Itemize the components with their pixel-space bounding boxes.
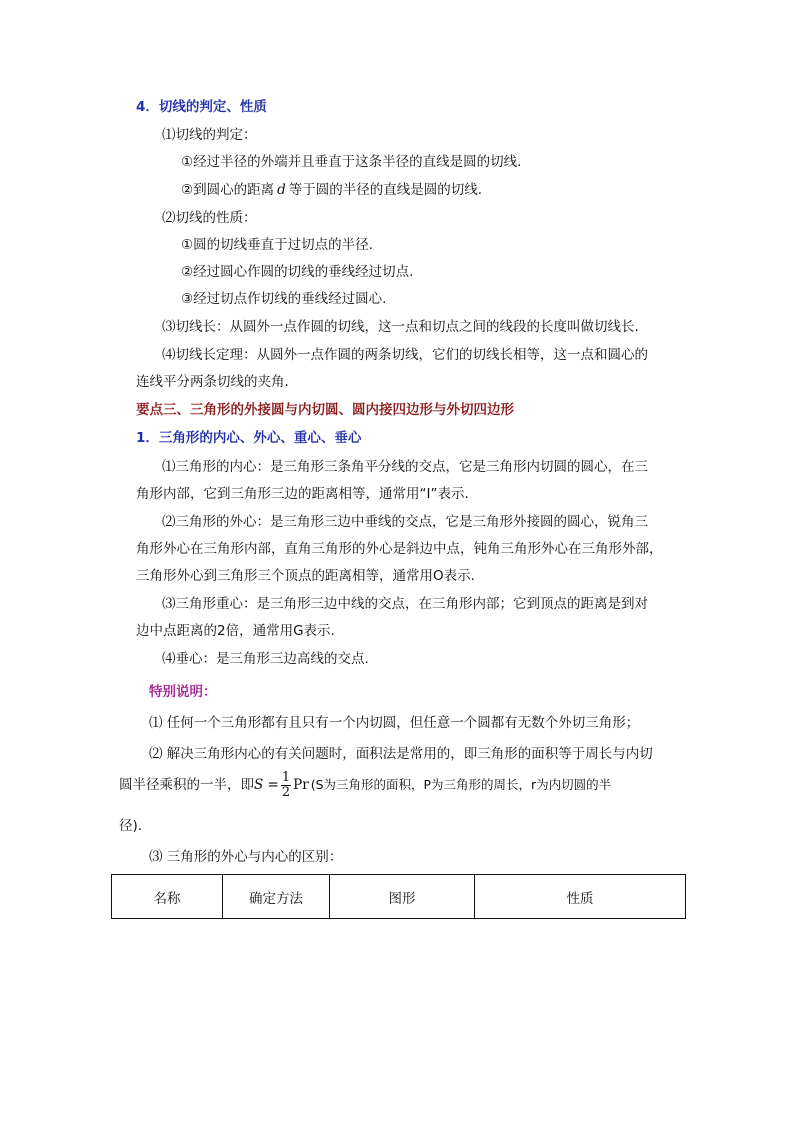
special-note-1: ⑴ 任何一个三角形都有且只有一个内切圆，但任意一个圆都有无数个外切三角形； bbox=[149, 715, 640, 731]
section-1-title: 1．三角形的内心、外心、重心、垂心 bbox=[136, 430, 362, 446]
tangent-property-3: ③经过切点作切线的垂线经过圆心. bbox=[181, 291, 387, 307]
table-header-figure: 图形 bbox=[330, 875, 475, 919]
special-note-2-post: (S为三角形的面积，P为三角形的周长，r为内切圆的半 bbox=[310, 777, 612, 792]
key-point-3-title: 要点三、三角形的外接圆与内切圆、圆内接四边形与外切四边形 bbox=[136, 402, 514, 418]
special-note-2-pre: 圆半径乘积的一半，即 bbox=[119, 777, 254, 793]
centroid-line-2: 边中点距离的2倍，通常用G表示. bbox=[136, 623, 335, 639]
table-header-method: 确定方法 bbox=[223, 875, 330, 919]
section-4-title: 4．切线的判定、性质 bbox=[136, 99, 267, 115]
tangent-criteria-2 bbox=[181, 180, 482, 200]
incenter-line-2: 角形内部，它到三角形三边的距离相等，通常用“I”表示. bbox=[136, 486, 469, 502]
perimeter-radius-symbol: Pr bbox=[293, 777, 309, 793]
centroid-line-1: ⑶三角形重心：是三角形三边中线的交点，在三角形内部；它到顶点的距离是到对 bbox=[162, 596, 648, 612]
tangent-length-theorem-line-1: ⑷切线长定理：从圆外一点作圆的两条切线，它们的切线长相等，这一点和圆心的 bbox=[162, 347, 648, 363]
tangent-criteria-1: ①经过半径的外端并且垂直于这条半径的直线是圆的切线. bbox=[181, 154, 522, 170]
fraction-numerator: 1 bbox=[281, 769, 291, 785]
special-note-3: ⑶ 三角形的外心与内心的区别： bbox=[149, 849, 343, 865]
table-header-properties: 性质 bbox=[475, 875, 686, 919]
special-note-title: 特别说明： bbox=[149, 684, 217, 700]
area-symbol: S = bbox=[254, 777, 279, 793]
comparison-table bbox=[111, 874, 686, 919]
table-header-row bbox=[112, 875, 686, 919]
circumcenter-line-1: ⑵三角形的外心：是三角形三边中垂线的交点，它是三角形外接圆的圆心，锐角三 bbox=[162, 514, 648, 530]
orthocenter-line: ⑷垂心：是三角形三边高线的交点. bbox=[162, 651, 369, 667]
circumcenter-line-2: 角形外心在三角形内部，直角三角形的外心是斜边中点，钝角三角形外心在三角形外部， bbox=[136, 541, 663, 557]
tangent-length-definition: ⑶切线长：从圆外一点作圆的切线，这一点和切点之间的线段的长度叫做切线长. bbox=[162, 319, 639, 335]
tangent-length-theorem-line-2: 连线平分两条切线的夹角. bbox=[136, 374, 289, 390]
special-note-2-line-1: ⑵ 解决三角形内心的有关问题时，面积法是常用的，即三角形的面积等于周长与内切 bbox=[149, 746, 653, 762]
tangent-properties-heading: ⑵切线的性质： bbox=[162, 210, 257, 226]
incenter-line-1: ⑴三角形的内心：是三角形三条角平分线的交点，它是三角形内切圆的圆心，在三 bbox=[162, 459, 648, 475]
special-note-2-line-3: 径). bbox=[119, 818, 143, 834]
distance-variable: d bbox=[277, 182, 286, 198]
special-note-2-line-2 bbox=[119, 770, 611, 800]
circumcenter-line-3: 三角形外心到三角形三个顶点的距离相等，通常用O表示. bbox=[136, 568, 475, 584]
fraction-denominator: 2 bbox=[281, 784, 291, 800]
tangent-property-2: ②经过圆心作圆的切线的垂线经过切点. bbox=[181, 264, 414, 280]
tangent-property-1: ①圆的切线垂直于过切点的半径. bbox=[181, 237, 373, 253]
tangent-criteria-heading: ⑴切线的判定： bbox=[162, 127, 257, 143]
tangent-criteria-2-post: 等于圆的半径的直线是圆的切线. bbox=[288, 182, 483, 198]
table-header-name: 名称 bbox=[112, 875, 223, 919]
one-half-fraction bbox=[281, 771, 291, 800]
tangent-criteria-2-pre: ②到圆心的距离 bbox=[181, 182, 275, 198]
